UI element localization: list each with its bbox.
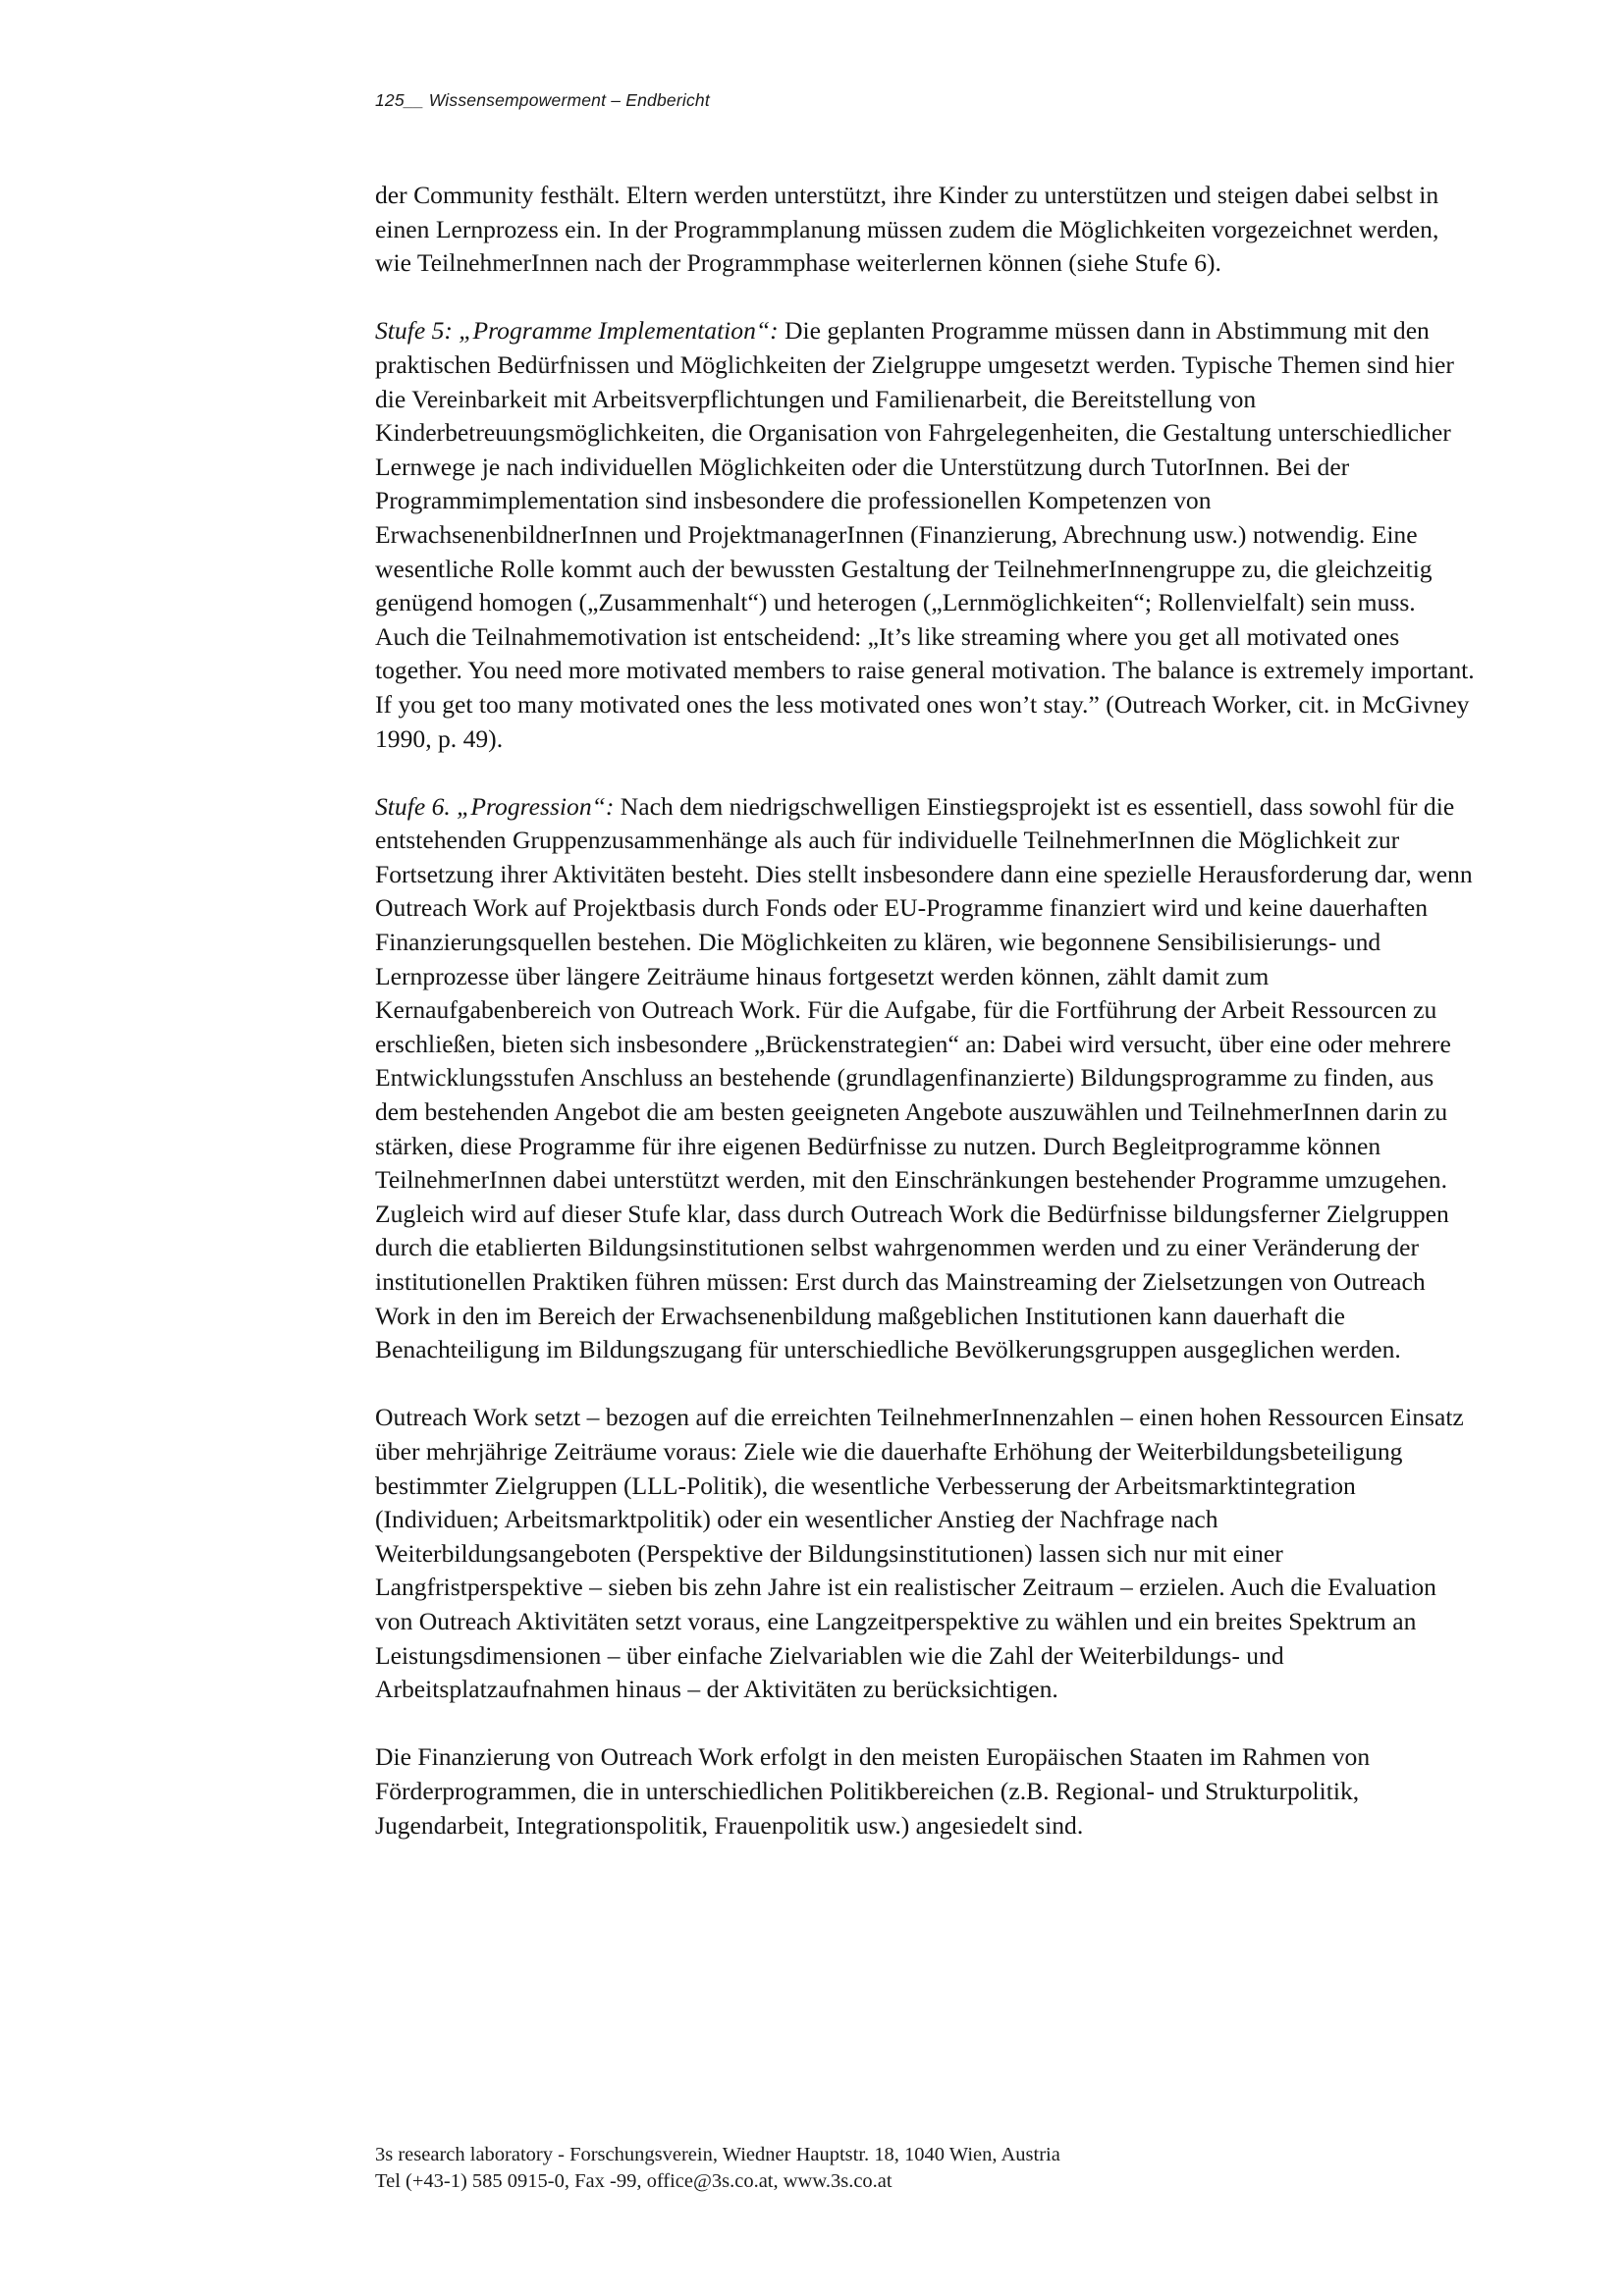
stufe-5-heading: Stufe 5: „Programme Implementation“:	[375, 316, 779, 346]
paragraph-4: Outreach Work setzt – bezogen auf die erreichten TeilnehmerInnenzahlen – einen hohen Ressourcen Einsatz über mehrjährige Zeiträume voraus: Ziele wie die dauerhafte Erhöhung der Weiterbildungsbeteiligung bestimmter Zielgruppen (LLL-Politik), die wesentliche Verbesserung der Arbeitsmarktintegration (Individuen; Arbeitsmarktpolitik) oder ein wesentlicher Anstieg der Nachfrage nach Weiterbildungsangeboten (Perspektive der Bildungsinstitutionen) lassen sich nur mit einer Langfristperspektive – sieben bis zehn Jahre ist ein realistischer Zeitraum – erzielen. Auch die Evaluation von Outreach Aktivitäten setzt voraus, eine Langzeitperspektive zu wählen und ein breites Spektrum an Leistungsdimensionen – über einfache Zielvariablen wie die Zahl der Weiterbildungs- und Arbeitsplatzaufnahmen hinaus – der Aktivitäten zu berücksichtigen.	[375, 1403, 1464, 1704]
paragraph-5: Die Finanzierung von Outreach Work erfolgt in den meisten Europäischen Staaten im Rahmen von Förderprogrammen, die in unterschiedlichen Politikbereichen (z.B. Regional- und Strukturpolitik, Jugendarbeit, Integrationspolitik, Frauenpolitik usw.) angesiedelt sind.	[375, 1742, 1371, 1840]
page-footer	[375, 2142, 1475, 2195]
stufe-5-text: Die geplanten Programme müssen dann in Abstimmung mit den praktischen Bedürfnissen und Möglichkeiten der Zielgruppe umgesetzt werden. Typische Themen sind hier die Vereinbarkeit mit Arbeitsverpflichtungen und Familienarbeit, die Bereitstellung von Kinderbetreuungsmöglichkeiten, die Organisation von Fahrgelegenheiten, die Gestaltung unterschiedlicher Lernwege je nach individuellen Möglichkeiten oder die Unterstützung durch TutorInnen. Bei der Programmimplementation sind insbesondere die professionellen Kompetenzen von ErwachsenenbildnerInnen und ProjektmanagerInnen (Finanzierung, Abrechnung usw.) notwendig. Eine wesentliche Rolle kommt auch der bewussten Gestaltung der TeilnehmerInnengruppe zu, die gleichzeitig genügend homogen („Zusammenhalt“) und heterogen („Lernmöglichkeiten“; Rollenvielfalt) sein muss. Auch die Teilnahmemotivation ist entscheidend: „It’s like streaming where you get all motivated ones together. You need more motivated members to raise general motivation. The balance is extremely important. If you get too many motivated ones the less motivated ones won’t stay.” (Outreach Worker, cit. in McGivney 1990, p. 49).	[375, 316, 1475, 753]
paragraph-stufe-6	[375, 790, 1475, 1367]
stufe-6-text: Nach dem niedrigschwelligen Einstiegsprojekt ist es essentiell, dass sowohl für die entstehenden Gruppenzusammenhänge als auch für individuelle TeilnehmerInnen die Möglichkeit zur Fortsetzung ihrer Aktivitäten besteht. Dies stellt insbesondere dann eine spezielle Herausforderung dar, wenn Outreach Work auf Projektbasis durch Fonds oder EU-Programme finanziert wird und keine dauerhaften Finanzierungsquellen bestehen. Die Möglichkeiten zu klären, wie begonnene Sensibilisierungs- und Lernprozesse über längere Zeiträume hinaus fortgesetzt werden können, zählt damit zum Kernaufgabenbereich von Outreach Work. Für die Aufgabe, für die Fortführung der Arbeit Ressourcen zu erschließen, bieten sich insbesondere „Brückenstrategien“ an: Dabei wird versucht, über eine oder mehrere Entwicklungsstufen Anschluss an bestehende (grundlagenfinanzierte) Bildungsprogramme zu finden, aus dem bestehenden Angebot die am besten geeigneten Angebote auszuwählen und TeilnehmerInnen darin zu stärken, diese Programme für ihre eigenen Bedürfnisse zu nutzen. Durch Begleitprogramme können TeilnehmerInnen dabei unterstützt werden, mit den Einschränkungen bestehender Programme umzugehen. Zugleich wird auf dieser Stufe klar, dass durch Outreach Work die Bedürfnisse bildungsferner Zielgruppen durch die etablierten Bildungsinstitutionen selbst wahrgenommen werden und zu einer Veränderung der institutionellen Praktiken führen müssen: Erst durch das Mainstreaming der Zielsetzungen von Outreach Work in den im Bereich der Erwachsenenbildung maßgeblichen Institutionen kann dauerhaft die Benachteiligung im Bildungszugang für unterschiedliche Bevölkerungsgruppen ausgeglichen werden.	[375, 791, 1473, 1364]
running-head: 125__ Wissensempowerment – Endbericht	[375, 90, 710, 110]
stufe-6-heading: Stufe 6. „Progression“:	[375, 791, 615, 821]
paragraph-stufe-5	[375, 314, 1475, 756]
footer-contact: Tel (+43-1) 585 0915-0, Fax -99, office@3s.co.at, www.3s.co.at	[375, 2170, 893, 2192]
body-text	[375, 179, 1475, 1842]
paragraph-1: der Community festhält. Eltern werden unterstützt, ihre Kinder zu unterstützen und steigen dabei selbst in einen Lernprozess ein. In der Programmplanung müssen zudem die Möglichkeiten vorgezeichnet werden, wie TeilnehmerInnen nach der Programmphase weiterlernen können (siehe Stufe 6).	[375, 181, 1439, 278]
footer-address: 3s research laboratory - Forschungsverein, Wiedner Hauptstr. 18, 1040 Wien, Austria	[375, 2144, 1060, 2165]
